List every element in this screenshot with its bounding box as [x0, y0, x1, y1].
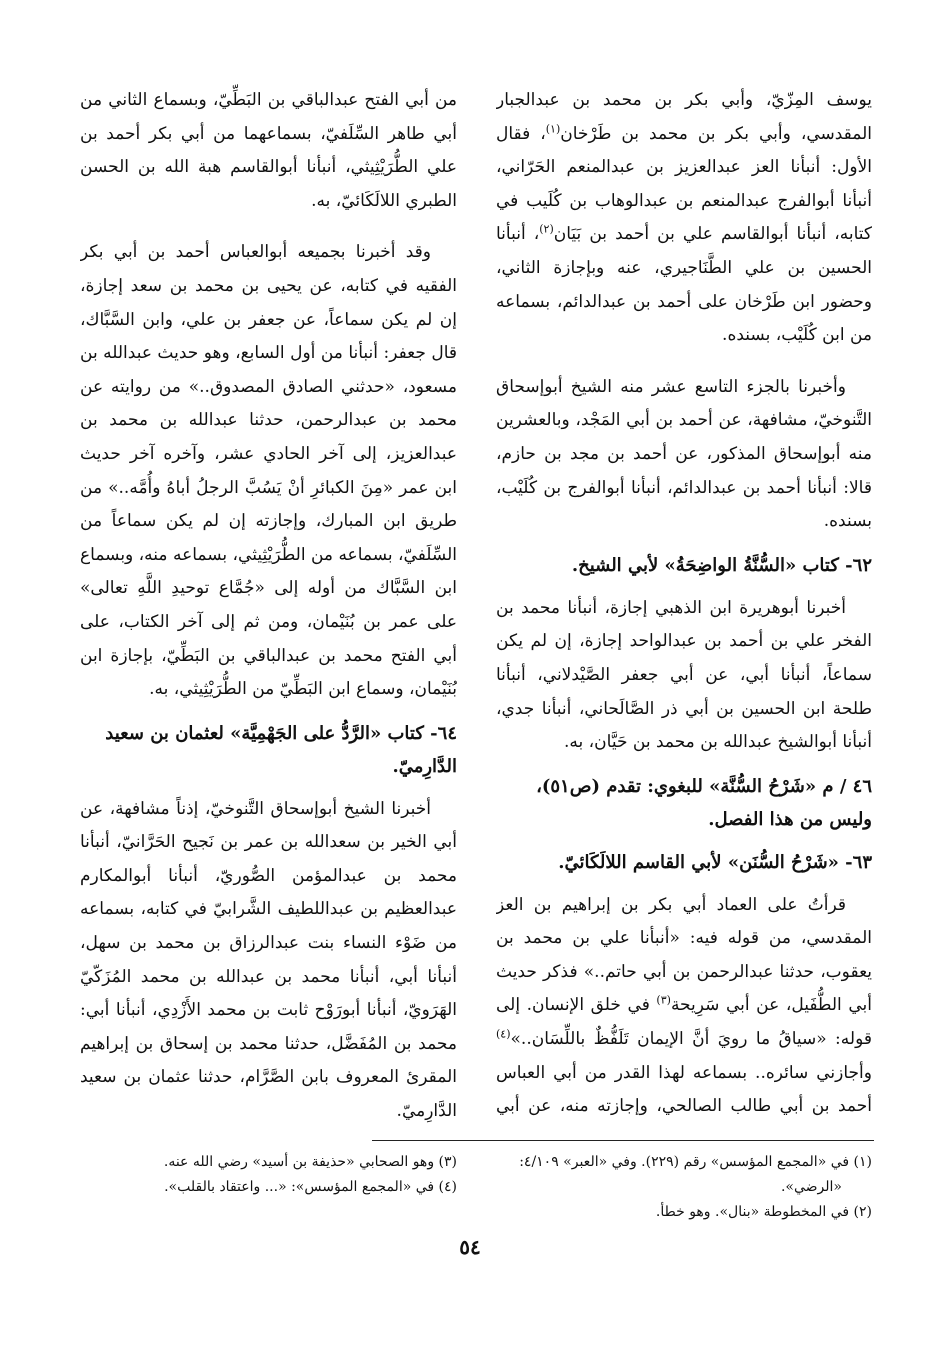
paragraph [496, 889, 872, 1129]
paragraph: أخبرنا الشيخ أبوإسحاق التَّنوخيّ، إذناً مشافهة، عن أبي الخير بن سعدالله بن عمر بن نَجيح الحَرَّانيّ، أنبأنا محمد بن عبدالمؤمن الصُّوريّ، أنبأنا أبوالمكارم عبدالعظيم بن عبداللطيف الشَّرابيّ في كتابه، بسماعه من ضَوْء النساء بنت عبدالرزاق بن محمد بن سهل، أنبأنا أبي، أنبأنا محمد بن عبدالله بن محمد المُزَكّيّ الهَرَويّ، أنبأنا أبورَوْح ثابت بن محمد الأَزْدِي، أنبأنا أبي: محمد بن المُفَضَّل، حدثنا محمد بن إسحاق بن إبراهيم المقرئ المعروف بابن الصَّرَّام، حدثنا عثمان بن سعيد الدَّارِميّ. [80, 798, 457, 1122]
section-heading-46: ٤٦ / م «شَرْحُ السُّنَّة» للبغوي: تقدم (ص٥١)، وليس من هذا الفصل. [536, 775, 872, 830]
text-run: يوسف المِزّيّ، وأبي بكر بن محمد بن عبدالجبار المقدسي، وأبي بكر بن محمد بن طَرْخان [496, 90, 872, 144]
section-heading-64: ٦٤- كتاب «الرَّدُّ على الجَهْمِيَّة» لعثمان بن سعيد الدَّارِميّ. [105, 722, 457, 777]
footnote-ref: (٢) [539, 222, 554, 236]
paragraph: وأخبرنا بالجزء التاسع عشر منه الشيخ أبوإسحاق التَّنوخيّ، مشافهة، عن أحمد بن أبي المَجْد، وبالعشرين منه أبوإسحاق المذكور، عن أحمد بن مجد بن حازم، قالا: أنبأنا أحمد بن عبدالدائم، أنبأنا أبوالفرج بن كُلَيْب، بسنده. [496, 376, 872, 532]
footnote-ref: (٣) [656, 993, 671, 1007]
section-heading-63: ٦٣- «شَرْحُ السُّنَن» لأبي القاسم اللالَكَائيّ. [558, 851, 872, 873]
footnote-1: (١) في «المجمع المؤسس» رقم (٢٢٩). وفي «العبر» ٤/١٠٩: [519, 1154, 872, 1170]
left-column [80, 84, 457, 1129]
text-run: ، أنبأنا الحسين بن علي الطَّنَاجيري، عنه وبإجازة الثاني، وحضور ابن طَرْخان على أحمد بن عبدالدائم، بسماعه من ابن كُلَيْب، بسنده. [496, 224, 872, 346]
right-column [496, 84, 872, 1129]
text-run: في خلق الإنسان. إلى قوله: «سياقُ ما رويَ أنَّ الإيمان تَلَفُّظٌ باللِّسَان..» [496, 995, 872, 1050]
footnote-2: (٢) في المخطوطة «بنال». وهو خطأ. [655, 1204, 872, 1220]
footnote-3: (٣) وهو الصحابي «حذيفة بن أسيد» رضي الله عنه. [163, 1154, 457, 1170]
footnote-ref: (٤) [496, 1027, 511, 1041]
paragraph: وقد أخبرنا بجميعه أبوالعباس أحمد بن أبي بكر الفقيه في كتابه، عن يحيى بن محمد بن سعد إجازة، إن لم يكن سماعاً، عن جعفر بن علي، وابن السَّبَّاك، قال جعفر: أنبأنا من أول السابع، وهو حديث عبدالله بن مسعود، «حدثني الصادق المصدوق..» من روايته عن محمد بن عبدالرحمن، حدثنا عبدالله بن محمد بن عبدالعزيز، إلى آخر الحادي عشر، وآخره آخر حديث ابن عمر «مِنَ الكبائرِ أنْ يَسُبَّ الرجلُ أباهُ وأُمَّه..» من طريق ابن المبارك، وإجازته إن لم يكن سماعاً من السِّلَفيّ، بسماعه من الطُّرَيْثِيثي، بسماعه منه، وبسماع ابن السَّبَّاك من أوله إلى «جُمَّاع توحيدِ اللَّهِ تعالى» على عمر بن بُنَيْمان، ومن ثم إلى آخر الكتاب، على أبي الفتح محمد بن عبدالباقي بن البَطِّيّ، بإجازة ابن بُنَيْمان، وسماع ابن البَطِّيّ من الطُّرَيْثِيثي، به. [80, 242, 457, 700]
paragraph: أخبرنا أبوهريرة ابن الذهبي إجازة، أنبأنا محمد بن الفخر علي بن أحمد بن عبدالواحد إجازة، إن لم يكن سماعاً، أنبأنا أبي، عن أبي جعفر الصَّيْدلاني، أنبأنا طلحة ابن الحسين بن أبي ذر الصَّالَحاني، أنبأنا جدي، أنبأنا أبوالشيخ عبدالله بن محمد بن حَيَّان، به. [496, 597, 872, 753]
paragraph: من أبي الفتح عبدالباقي بن البَطِّيّ، وبسماع الثاني من أبي طاهر السِّلَفيّ، بسماعهما من أبي بكر أحمد بن علي الطُّرَيْثِيثي، أنبأنا أبوالقاسم هبة الله بن الحسن الطبري اللالَكَائيّ، به. [80, 90, 457, 211]
text-run: ، فقال الأول: أنبأنا العز عبدالعزيز بن عبدالمنعم الحَرّاني، أنبأنا أبوالفرج عبدالمنعم بن عبدالوهاب بن كُلَيب في كتابه، أنبأنا أبوالقاسم علي بن أحمد بن بَيَان [496, 123, 872, 245]
text-run: وأجازني سائره.. بسماعه لهذا القدر من أبي العباس أحمد بن أبي طالب الصالحي، وإجازته منه، عن أبي [496, 1062, 872, 1117]
footnote-4: (٤) في «المجمع المؤسس»: «... واعتقاد بالقلب». [164, 1179, 457, 1195]
section-heading-62: ٦٢- كتاب «السُّنَّةُ الواضِحَةُ» لأبي الشيخ. [571, 554, 872, 576]
footnote-1-continued: «الرضي». [780, 1179, 842, 1195]
paragraph [496, 84, 872, 353]
page-number: ٥٤ [459, 1235, 481, 1259]
footnote-ref: (١) [545, 121, 561, 135]
footnotes-left [80, 1150, 457, 1200]
footnote-divider [372, 1140, 874, 1141]
text-run: قرأتُ على العماد أبي بكر بن إبراهيم بن العز المقدسي، من قوله فيه: «أنبأنا علي بن محمد بن يعقوب، حدثنا عبدالرحمن بن أبي حاتم..» فذكر حديث أبي الطُّفَيل، عن أبي سَرِيحة [496, 894, 872, 1016]
footnotes-right [496, 1150, 872, 1225]
